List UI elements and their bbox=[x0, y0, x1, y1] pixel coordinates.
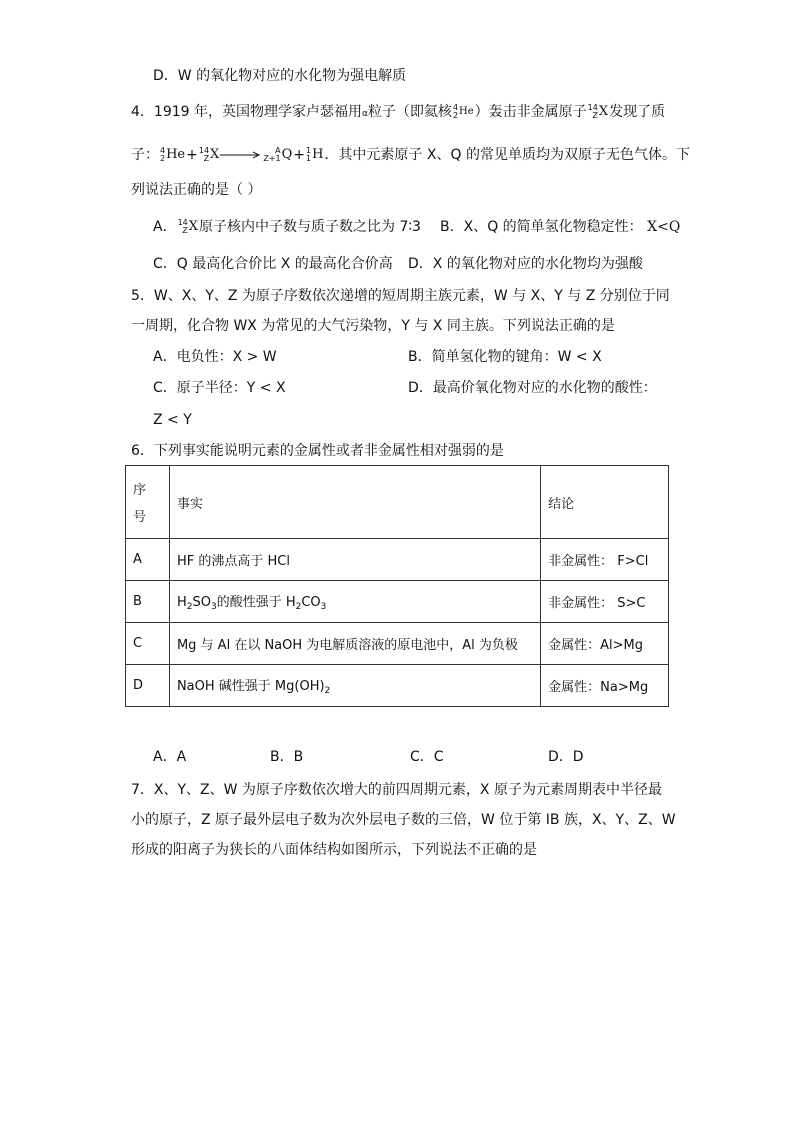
header-conclusion: 结论 bbox=[541, 466, 669, 539]
q6-option-b: B．B bbox=[270, 749, 304, 765]
q5-option-d-cont: Z < Y bbox=[153, 412, 192, 428]
nuclide-x: 14 Z X bbox=[587, 103, 609, 120]
table-row bbox=[126, 623, 669, 665]
row-conclusion: 非金属性： S>C bbox=[541, 581, 669, 623]
option-text: 原子核内中子数与质子数之比为 7∶3 bbox=[199, 219, 421, 235]
row-no: D bbox=[126, 665, 170, 707]
option-text: B．X、Q 的简单氢化物稳定性： bbox=[440, 219, 643, 235]
q4-option-c: C．Q 最高化合价比 X 的最高化合价高 bbox=[153, 256, 393, 272]
table-row bbox=[126, 581, 669, 623]
header-no: 序 号 bbox=[126, 466, 170, 539]
header-fact: 事实 bbox=[169, 466, 540, 539]
row-no: B bbox=[126, 581, 170, 623]
row-conclusion: 金属性：Al>Mg bbox=[541, 623, 669, 665]
row-fact: HF 的沸点高于 HCl bbox=[169, 539, 540, 581]
q5-stem-line2: 一周期，化合物 WX 为常见的大气污染物，Y 与 X 同主族。下列说法正确的是 bbox=[131, 318, 615, 334]
q4-text: ．其中元素原子 X、Q 的常见单质均为双原子无色气体。下 bbox=[324, 147, 690, 163]
q5-option-c: C．原子半径：Y < X bbox=[153, 380, 286, 396]
nuclide-x: 14 Z X bbox=[177, 218, 199, 235]
nuclide-h: 1 1 H bbox=[306, 146, 324, 163]
q7-stem-line2: 小的原子，Z 原子最外层电子数为次外层电子数的三倍，W 位于第 IB 族，X、Y、Z、W bbox=[131, 812, 676, 828]
q4-text: 4．1919 年，英国物理学家卢瑟福用 bbox=[131, 104, 362, 120]
q7-stem-line1: 7．X、Y、Z、W 为原子序数依次增大的前四周期元素，X 原子为元素周期表中半径最 bbox=[131, 782, 662, 798]
table-row bbox=[126, 539, 669, 581]
table-header-row bbox=[126, 466, 669, 539]
q6-option-c: C．C bbox=[410, 749, 444, 765]
q6-option-d: D．D bbox=[548, 749, 584, 765]
q4-stem-line1 bbox=[131, 102, 665, 124]
q4-text: 粒子（即氦核 bbox=[367, 104, 452, 120]
q4-text: 发现了质 bbox=[609, 104, 666, 120]
q4-text: 子： bbox=[131, 147, 159, 163]
facts-table bbox=[125, 465, 669, 707]
q4-stem-line2 bbox=[131, 145, 690, 165]
row-no: A bbox=[126, 539, 170, 581]
row-fact: NaOH 碱性强于 $Mg(OH)_2$ bbox=[169, 665, 540, 707]
row-fact: Mg 与 Al 在以 NaOH 为电解质溶液的原电池中，Al 为负极 bbox=[169, 623, 540, 665]
q4-option-d: D．X 的氧化物对应的水化物均为强酸 bbox=[408, 256, 643, 272]
nuclide-q: A Z+1 Q bbox=[263, 146, 293, 163]
q5-stem-line1: 5．W、X、Y、Z 为原子序数依次递增的短周期主族元素，W 与 X、Y 与 Z 分别位于同 bbox=[131, 288, 670, 304]
option-value: X<Q bbox=[647, 219, 681, 235]
q5-option-d: D．最高价氧化物对应的水化物的酸性： bbox=[408, 380, 657, 396]
option-label: A． bbox=[153, 219, 177, 235]
q4-stem-line3: 列说法正确的是（ ） bbox=[131, 182, 262, 198]
q4-text: ）轰击非金属原子 bbox=[474, 104, 587, 120]
plus-sign: + bbox=[293, 147, 305, 163]
q4-option-a bbox=[153, 217, 421, 237]
q6-option-a: A．A bbox=[153, 749, 187, 765]
nuclide-x: 14 Z X bbox=[198, 146, 220, 163]
alpha-symbol: α bbox=[362, 109, 368, 119]
nuclide-he: 4 2 He bbox=[160, 146, 186, 163]
q4-option-b bbox=[440, 217, 680, 237]
q6-stem: 6．下列事实能说明元素的金属性或者非金属性相对强弱的是 bbox=[131, 443, 504, 459]
q3-option-d: D．W 的氧化物对应的水化物为强电解质 bbox=[153, 68, 407, 84]
nuclide-he: 4 2 He bbox=[452, 103, 474, 120]
row-conclusion: 非金属性： F>Cl bbox=[541, 539, 669, 581]
q5-option-a: A．电负性：X > W bbox=[153, 349, 277, 365]
row-conclusion: 金属性：Na>Mg bbox=[541, 665, 669, 707]
row-no: C bbox=[126, 623, 170, 665]
row-fact: $H_2SO_3$的酸性强于 $H_2CO_3$ bbox=[169, 581, 540, 623]
reaction-arrow-icon bbox=[220, 148, 262, 162]
q5-option-b: B．简单氢化物的键角：W < X bbox=[408, 349, 602, 365]
plus-sign: + bbox=[186, 147, 198, 163]
q7-stem-line3: 形成的阳离子为狭长的八面体结构如图所示，下列说法不正确的是 bbox=[131, 842, 537, 858]
table-row bbox=[126, 665, 669, 707]
